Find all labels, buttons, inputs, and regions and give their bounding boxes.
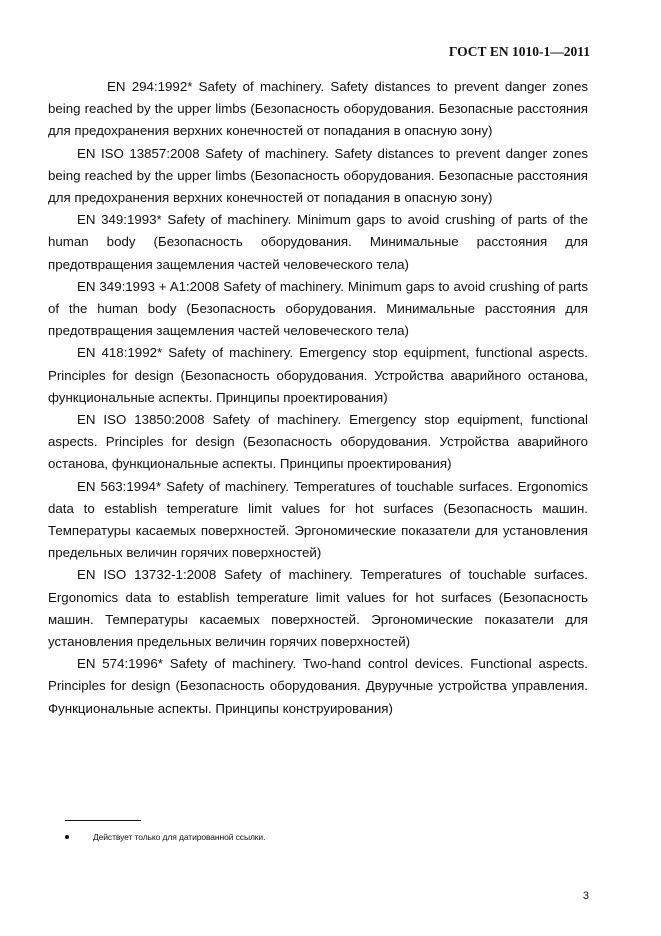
footnote (65, 832, 265, 842)
bullet-icon (65, 835, 69, 839)
reference-item: EN 349:1993* Safety of machinery. Minimum gaps to avoid crushing of parts of the human body (Безопасность оборудования. Минимальные расстояния для предотвращения защемления частей человеческого тела) (48, 212, 588, 272)
reference-item: EN 563:1994* Safety of machinery. Temperatures of touchable surfaces. Ergonomics data to establish temperature limit values for hot surfaces (Безопасность машин. Температуры касаемых поверхностей. Эргономические показатели для установления предельных величин горячих поверхностей) (48, 478, 588, 561)
document-header: ГОСТ EN 1010-1—2011 (448, 44, 590, 59)
reference-item: EN 418:1992* Safety of machinery. Emergency stop equipment, functional aspects. Principles for design (Безопасность оборудования. Устройства аварийного останова, функциональные аспекты. Принципы проектирования) (48, 345, 588, 405)
footnote-text: Действует только для датированной ссылки. (93, 832, 266, 842)
reference-item: EN 294:1992* Safety of machinery. Safety distances to prevent danger zones being reached by the upper limbs (Безопасность оборудования. Безопасные расстояния для предохранения верхних конечностей от попадания в опасную зону) (48, 79, 588, 139)
reference-item: EN 574:1996* Safety of machinery. Two-hand control devices. Functional aspects. Principles for design (Безопасность оборудования. Двуручные устройства управления. Функциональные аспекты. Принципы конструирования) (48, 656, 588, 716)
page-number: 3 (582, 890, 589, 902)
reference-item: EN ISO 13850:2008 Safety of machinery. Emergency stop equipment, functional aspects. Principles for design (Безопасность оборудования. Устройства аварийного останова, функциональные аспекты. Принципы проектирования) (48, 412, 588, 472)
footnote-separator (65, 820, 141, 821)
reference-item: EN 349:1993 + A1:2008 Safety of machinery. Minimum gaps to avoid crushing of parts of the human body (Безопасность оборудования. Минимальные расстояния для предотвращения защемления частей человеческого тела) (48, 278, 588, 339)
reference-item: EN ISO 13732-1:2008 Safety of machinery. Temperatures of touchable surfaces. Ergonomics data to establish temperature limit values for hot surfaces (Безопасность машин. Температуры касаемых поверхностей. Эргономические показатели для установления предельных величин горячих поверхностей) (48, 567, 588, 650)
normative-references (48, 76, 588, 720)
reference-item: EN ISO 13857:2008 Safety of machinery. Safety distances to prevent danger zones being reached by the upper limbs (Безопасность оборудования. Безопасные расстояния для предохранения верхних конечностей от попадания в опасную зону) (48, 145, 588, 206)
